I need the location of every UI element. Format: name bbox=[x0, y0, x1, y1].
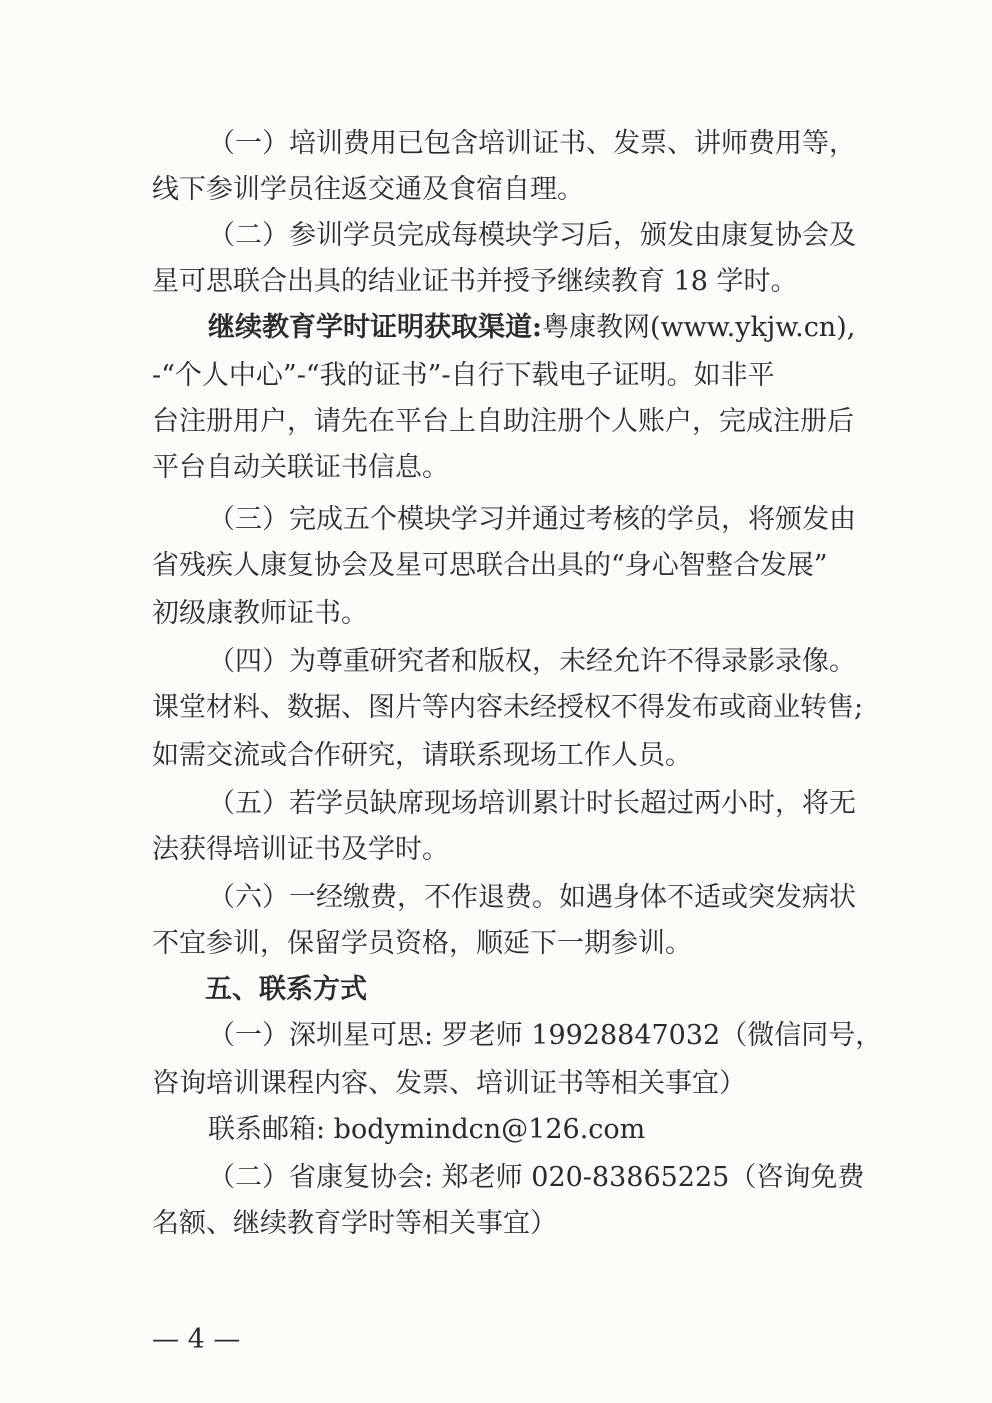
text-line: （一）培训费用已包含培训证书、发票、讲师费用等， bbox=[208, 128, 856, 159]
text-line: 台注册用户，请先在平台上自助注册个人账户，完成注册后 bbox=[152, 406, 854, 437]
text-line: （三）完成五个模块学习并通过考核的学员，将颁发由 bbox=[208, 504, 856, 535]
text-line: （二）省康复协会: 郑老师 020-83865225（咨询免费 bbox=[208, 1162, 865, 1193]
text-line: 线下参训学员往返交通及食宿自理。 bbox=[152, 174, 584, 205]
text-line: 名额、继续教育学时等相关事宜） bbox=[152, 1208, 557, 1239]
text-line: 课堂材料、数据、图片等内容未经授权不得发布或商业转售; bbox=[152, 692, 864, 723]
section-heading: 五、联系方式 bbox=[205, 974, 367, 1005]
text-line: 初级康教师证书。 bbox=[152, 598, 368, 629]
text-line: 不宜参训，保留学员资格，顺延下一期参训。 bbox=[152, 928, 692, 959]
text-line: （一）深圳星可思: 罗老师 19928847032（微信同号， bbox=[208, 1020, 883, 1051]
email-line: 联系邮箱: bodymindcn@126.com bbox=[208, 1114, 646, 1145]
text-line: 平台自动关联证书信息。 bbox=[152, 452, 449, 483]
text-line: 继续教育学时证明获取渠道:粤康教网(www.ykjw.cn), bbox=[208, 312, 856, 343]
text-line: （六）一经缴费，不作退费。如遇身体不适或突发病状 bbox=[208, 882, 856, 913]
text-line: 法获得培训证书及学时。 bbox=[152, 834, 449, 865]
text-line: -“个人中心”-“我的证书”-自行下载电子证明。如非平 bbox=[152, 360, 775, 391]
text-line: 如需交流或合作研究，请联系现场工作人员。 bbox=[152, 740, 692, 771]
text-line: （五）若学员缺席现场培训累计时长超过两小时，将无 bbox=[208, 788, 856, 819]
text-line: 星可思联合出具的结业证书并授予继续教育 18 学时。 bbox=[152, 266, 798, 297]
text-line: （二）参训学员完成每模块学习后，颁发由康复协会及 bbox=[208, 220, 856, 251]
text-line: 省残疾人康复协会及星可思联合出具的“身心智整合发展” bbox=[152, 550, 828, 581]
page-number: — 4 — bbox=[152, 1324, 241, 1355]
text-line: （四）为尊重研究者和版权，未经允许不得录影录像。 bbox=[208, 646, 856, 677]
bold-heading: 继续教育学时证明获取渠道: bbox=[208, 312, 542, 343]
text-line: 咨询培训课程内容、发票、培训证书等相关事宜） bbox=[152, 1068, 746, 1099]
